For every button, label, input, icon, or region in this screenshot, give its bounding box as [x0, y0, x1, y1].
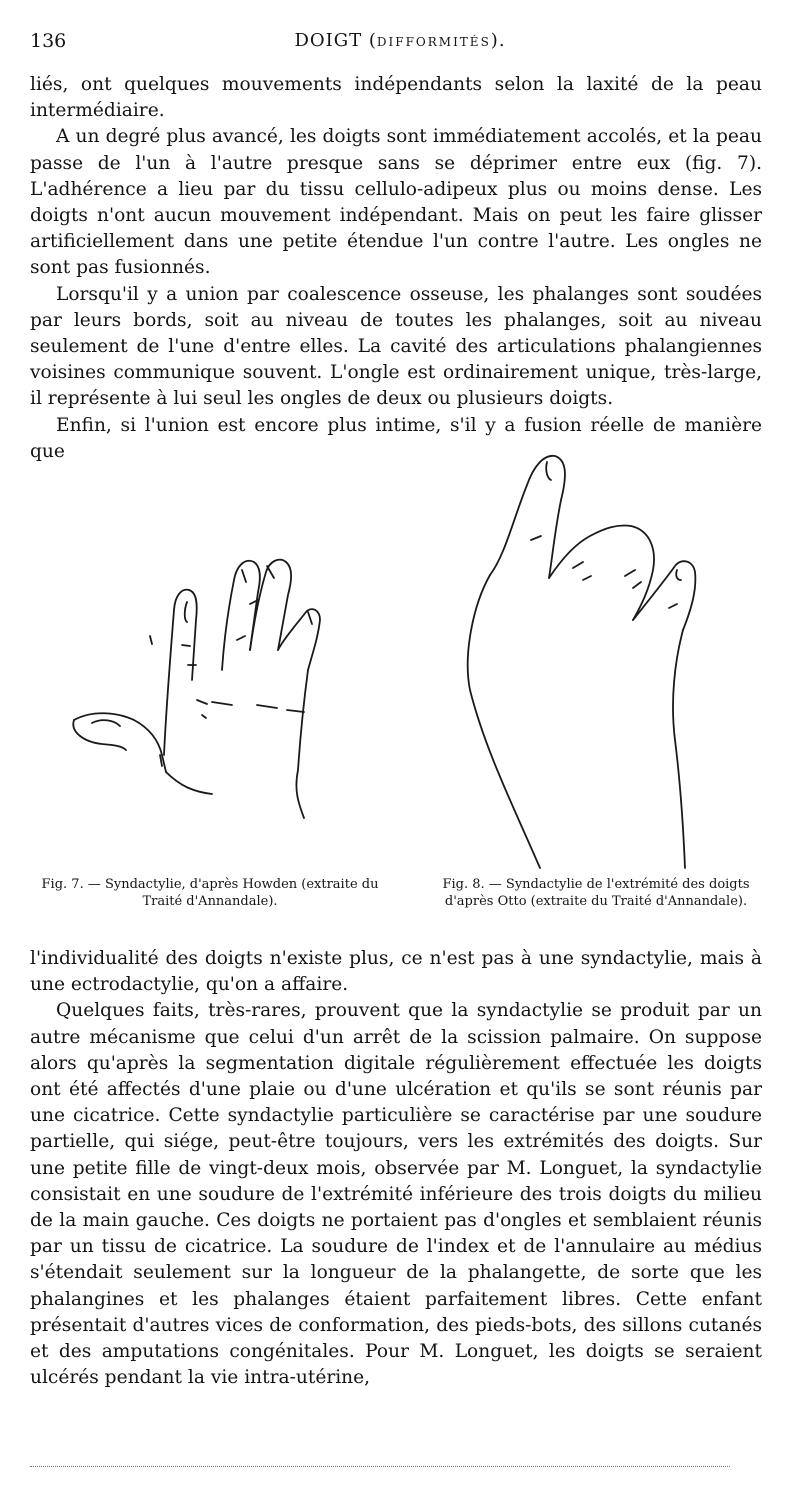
figure-7-hand-illustration [62, 540, 362, 840]
body-text-top [30, 72, 762, 465]
figure-7-caption [30, 876, 390, 910]
paragraph: A un degré plus avancé, les doigts sont immédiatement accolés, et la peau passe de l'un à l'autre presque sans se déprimer entre eux (fig. 7). L'adhérence a lieu par du tissu cellulo-adipeux plus ou moins dense. Les doigts n'ont aucun mouvement indépendant. Mais on peut les faire glisser artificiellement dans une petite étendue l'un contre l'autre. Les ongles ne sont pas fusionnés. [30, 126, 762, 279]
figure-8-hand-illustration [455, 440, 745, 870]
running-header [30, 30, 770, 54]
footer-rule [30, 1466, 730, 1467]
caption-line: Traité d'Annandale). [142, 894, 278, 909]
caption-line: d'après Otto (extraite du Traité d'Annandale). [444, 894, 748, 909]
running-title-smallcaps: DIFFORMITÉS [376, 35, 491, 49]
running-title-end: ). [490, 30, 506, 51]
caption-line: Fig. 7. — Syndactylie, d'après Howden (extraite du [41, 877, 379, 892]
page-number: 136 [30, 30, 67, 52]
running-title-main: DOIGT ( [294, 30, 377, 51]
paragraph: Quelques faits, très-rares, prouvent que la syndactylie se produit par un autre mécanisme que celui d'un arrêt de la scission palmaire. On suppose alors qu'après la segmentation digitale régulièrement effectuée les doigts ont été affectés d'une plaie ou d'une ulcération et qu'ils se sont réunis par une cicatrice. Cette syndactylie particulière se caractérise par une soudure partielle, qui siége, peut-être toujours, vers les extrémités des doigts. Sur une petite fille de vingt-deux mois, observée par M. Longuet, la syndactylie consistait en une soudure de l'extrémité inférieure des trois doigts du milieu de la main gauche. Ces doigts ne portaient pas d'ongles et semblaient réunis par un tissu de cicatrice. La soudure de l'index et de l'annulaire au médius s'étendait seulement sur la longueur de la phalangette, de sorte que les phalangines et les phalanges étaient parfaitement libres. Cette enfant présentait d'autres vices de conformation, des pieds-bots, des sillons cutanés et des amputations congénitales. Pour M. Longuet, les doigts se seraient ulcérés pendant la vie intra-utérine, [30, 1000, 762, 1389]
paragraph: l'individualité des doigts n'existe plus, ce n'est pas à une syndactylie, mais à une ectrodactylie, qu'on a affaire. [30, 948, 762, 996]
body-text-bottom [30, 946, 762, 1391]
paragraph: Enfin, si l'union est encore plus intime, s'il y a fusion réelle de manière que [30, 414, 762, 462]
paragraph: liés, ont quelques mouvements indépendants selon la laxité de la peau intermédiaire. [30, 74, 762, 122]
running-title [30, 30, 770, 51]
figure-8-caption [412, 876, 780, 910]
caption-line: Fig. 8. — Syndactylie de l'extrémité des doigts [442, 877, 750, 892]
paragraph: Lorsqu'il y a union par coalescence osseuse, les phalanges sont soudées par leurs bords, soit au niveau de toutes les phalanges, soit au niveau seulement de l'une d'entre elles. La cavité des articulations phalangiennes voisines communique souvent. L'ongle est ordinairement unique, très-large, il représente à lui seul les ongles de deux ou plusieurs doigts. [30, 283, 762, 410]
